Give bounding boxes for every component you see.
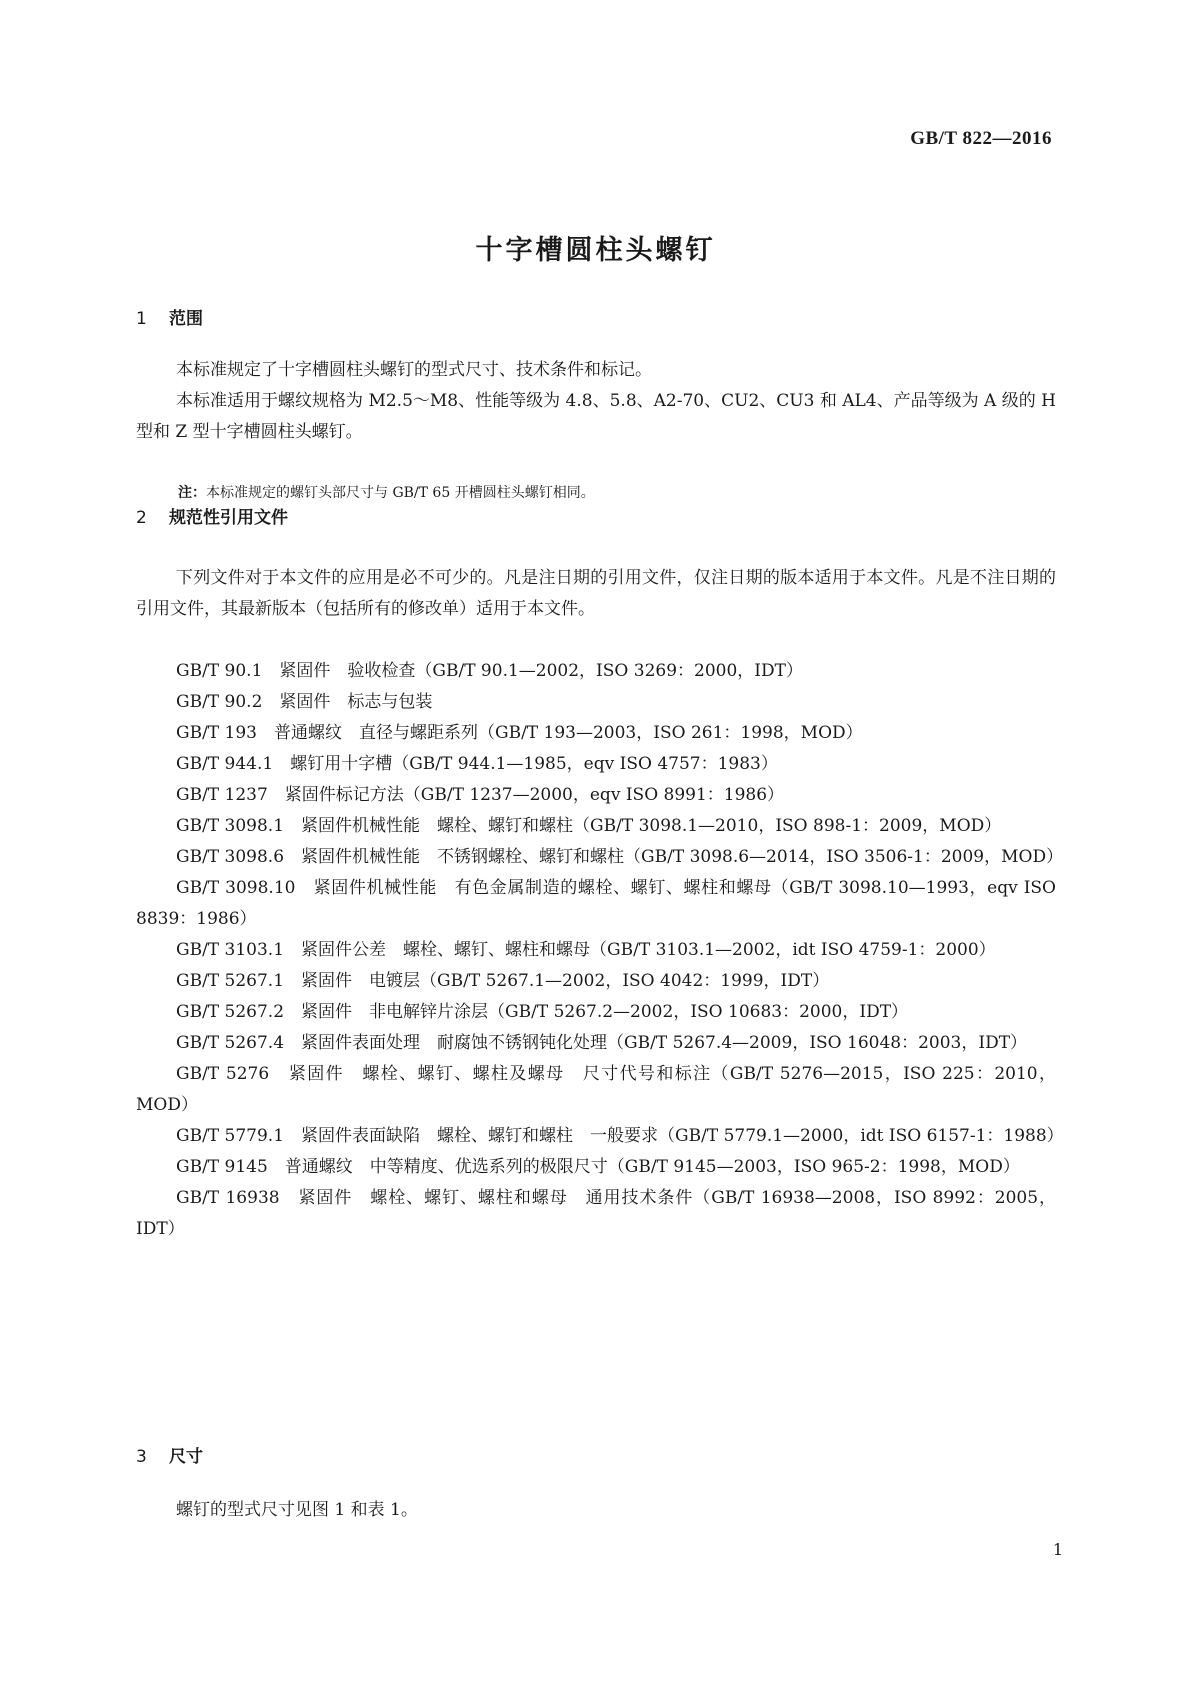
note-label: 注： [178, 485, 206, 501]
page-number: 1 [1052, 1540, 1063, 1559]
reference-item: GB/T 16938 紧固件 螺栓、螺钉、螺柱和螺母 通用技术条件（GB/T 16938—2008，ISO 8992：2005，IDT） [136, 1188, 1056, 1239]
reference-item: GB/T 5267.2 紧固件 非电解锌片涂层（GB/T 5267.2—2002，ISO 10683：2000，IDT） [176, 1002, 909, 1022]
reference-item: GB/T 3098.10 紧固件机械性能 有色金属制造的螺栓、螺钉、螺柱和螺母（GB/T 3098.10—1993，eqv ISO 8839：1986） [136, 878, 1056, 929]
reference-item: GB/T 5276 紧固件 螺栓、螺钉、螺柱及螺母 尺寸代号和标注（GB/T 5276—2015，ISO 225：2010，MOD） [136, 1064, 1056, 1115]
note-text: 本标准规定的螺钉头部尺寸与 GB/T 65 开槽圆柱头螺钉相同。 [206, 485, 595, 501]
section-2-heading [136, 503, 288, 528]
section-1-heading [136, 304, 203, 329]
section-title: 范围 [169, 309, 203, 329]
reference-item: GB/T 5267.1 紧固件 电镀层（GB/T 5267.1—2002，ISO 4042：1999，IDT） [176, 971, 830, 991]
references-intro-paragraph: 下列文件对于本文件的应用是必不可少的。凡是注日期的引用文件，仅注日期的版本适用于本文件。凡是不注日期的引用文件，其最新版本（包括所有的修改单）适用于本文件。 [136, 568, 1056, 619]
scope-paragraph-1: 本标准规定了十字槽圆柱头螺钉的型式尺寸、技术条件和标记。 [176, 360, 652, 380]
section-number: 3 [136, 1447, 147, 1467]
section-number: 1 [136, 309, 147, 329]
section-title: 规范性引用文件 [169, 508, 288, 528]
reference-item: GB/T 90.1 紧固件 验收检查（GB/T 90.1—2002，ISO 3269：2000，IDT） [176, 661, 803, 681]
section-number: 2 [136, 508, 147, 528]
section-3-heading [136, 1442, 203, 1467]
reference-item: GB/T 90.2 紧固件 标志与包装 [176, 692, 433, 712]
scope-paragraph-2: 本标准适用于螺纹规格为 M2.5～M8、性能等级为 4.8、5.8、A2-70、CU2、CU3 和 AL4、产品等级为 A 级的 H 型和 Z 型十字槽圆柱头螺钉。 [136, 391, 1056, 442]
reference-item: GB/T 193 普通螺纹 直径与螺距系列（GB/T 193—2003，ISO 261：1998，MOD） [176, 723, 863, 743]
section-title: 尺寸 [169, 1447, 203, 1467]
reference-item: GB/T 1237 紧固件标记方法（GB/T 1237—2000，eqv ISO 8991：1986） [176, 785, 785, 805]
document-title: 十字槽圆柱头螺钉 [475, 235, 716, 266]
reference-item: GB/T 3098.6 紧固件机械性能 不锈钢螺栓、螺钉和螺柱（GB/T 3098.6—2014，ISO 3506-1：2009，MOD） [176, 847, 1064, 867]
normative-references-list [136, 656, 1064, 1245]
reference-item: GB/T 3103.1 紧固件公差 螺栓、螺钉、螺柱和螺母（GB/T 3103.1—2002，idt ISO 4759-1：2000） [176, 940, 996, 960]
reference-item: GB/T 944.1 螺钉用十字槽（GB/T 944.1—1985，eqv ISO 4757：1983） [176, 754, 778, 774]
standard-code: GB/T 822—2016 [910, 128, 1052, 149]
dimensions-paragraph: 螺钉的型式尺寸见图 1 和表 1。 [176, 1500, 418, 1520]
reference-item: GB/T 5779.1 紧固件表面缺陷 螺栓、螺钉和螺柱 一般要求（GB/T 5779.1—2000，idt ISO 6157-1：1988） [176, 1126, 1064, 1146]
reference-item: GB/T 9145 普通螺纹 中等精度、优选系列的极限尺寸（GB/T 9145—2003，ISO 965-2：1998，MOD） [176, 1157, 1020, 1177]
reference-item: GB/T 5267.4 紧固件表面处理 耐腐蚀不锈钢钝化处理（GB/T 5267.4—2009，ISO 16048：2003，IDT） [176, 1033, 1028, 1053]
scope-note [178, 482, 595, 502]
reference-item: GB/T 3098.1 紧固件机械性能 螺栓、螺钉和螺柱（GB/T 3098.1—2010，ISO 898-1：2009，MOD） [176, 816, 1002, 836]
